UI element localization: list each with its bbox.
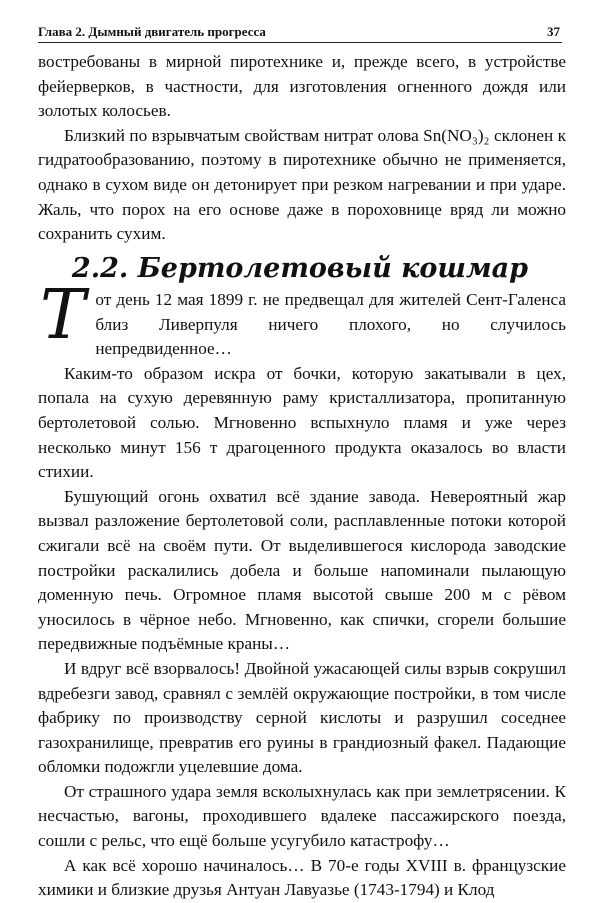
paragraph: Бушующий огонь охватил всё здание завода. Невероятный жар вызвал разложение бертолетовой соли, расплавленные потоки которой сжигали всё на своём пути. От выделившегося кислорода заводские постройки раскалились добела и больше напоминали пылающую доменную печь. Огромное пламя высотой свыше 200 м с рёвом уносилось в чёрное небо. Мгновенно, как спички, сгорели большие передвижные подъёмные краны… [38, 486, 566, 654]
section-body [38, 276, 566, 903]
intro-text [38, 50, 566, 247]
header-rule [38, 42, 562, 43]
chapter-title: Глава 2. Дымный двигатель прогресса [38, 24, 266, 39]
drop-cap: Т [40, 276, 86, 355]
paragraph: От страшного удара земля всколыхнулась как при землетрясении. К несчастью, вагоны, проходившего вдалеке пассажирского поезда, сошли с рельс, что ещё больше усугубило катастрофу… [38, 781, 566, 851]
paragraph: Близкий по взрывчатым свойствам нитрат олова Sn(NO₃)₂ склонен к гидратообразованию, поэтому в пиротехнике обычно не применяется, однако в сухом виде он детонирует при резком нагревании и при ударе. Жаль, что порох на его основе даже в пороховнице вряд ли можно сохранить сухим. [38, 125, 566, 244]
paragraph: востребованы в мирной пиротехнике и, прежде всего, в устройстве фейерверков, в частности, для изготовления огненного дождя или золотых колосьев. [38, 52, 566, 121]
first-paragraph-text: от день 12 мая 1899 г. не предвещал для жителей Сент-Галенса близ Ливерпуля ничего плохого, но случилось непредвиденное… [95, 290, 566, 359]
section-heading: 2.2. Бертолетовый кошмар [71, 253, 529, 284]
paragraph: И вдруг всё взорвалось! Двойной ужасающей силы взрыв сокрушил вдребезги завод, сравнял с землёй окружающие постройки, в том числе фабрику по производству серной кислоты и разрушил соседнее газохранилище, превратив его руины в грандиозный факел. Падающие обломки подожгли уцелевшие дома. [38, 658, 566, 777]
paragraph: А как всё хорошо начиналось… В 70-е годы XVIII в. французские химики и близкие друзья Антуан Лавуазье (1743-1794) и Клод [38, 855, 566, 900]
page-number: 37 [547, 24, 560, 39]
first-paragraph [38, 276, 566, 362]
paragraph: Каким-то образом искра от бочки, которую закатывали в цех, попала на сухую деревянную раму кристаллизатора, пропитанную бертолетовой солью. Мгновенно вспыхнуло пламя и уже через несколько минут 156 т драгоценного продукта оказалось во власти стихии. [38, 363, 566, 482]
running-header [38, 22, 562, 42]
